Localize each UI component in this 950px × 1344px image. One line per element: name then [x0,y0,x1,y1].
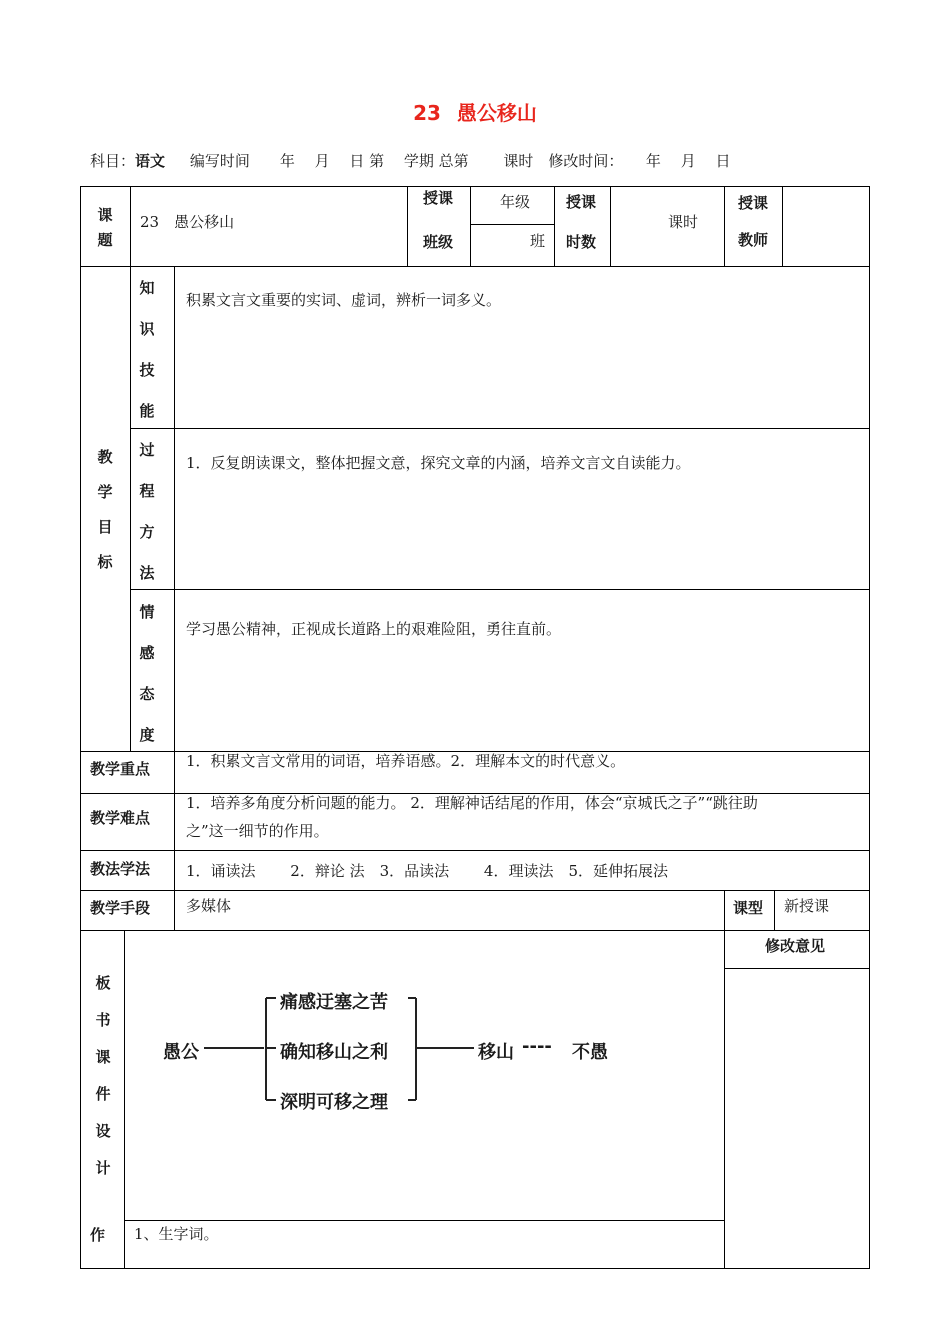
col-divider [724,890,725,930]
key-points-label: 教学重点 [90,760,151,778]
subject-label: 科目： [90,152,136,170]
col-divider [130,186,131,266]
col-divider [554,186,555,266]
board-branch-3: 深明可移之理 [280,1092,388,1113]
lesson-type-value: 新授课 [784,897,830,915]
topic-label: 课 题 [97,206,113,249]
board-left: 愚公 [163,1042,199,1063]
col-divider [610,186,611,266]
title-text: 愚公移山 [456,101,537,125]
goals-label: 教 学 目 标 [97,448,113,571]
col-divider [724,186,725,266]
process-text: 1．反复朗读课文，整体把握文意，探究文章的内涵，培养文言文自读能力。 [186,454,691,472]
means-value: 多媒体 [186,897,232,915]
knowledge-label: 知 识 技 能 [139,279,155,420]
class-label-1: 授课 [423,189,454,207]
col-divider [407,186,408,266]
difficulties-label: 教学难点 [90,809,151,827]
board-connectors [124,930,724,1220]
lesson-type-label: 课型 [733,899,764,917]
row-divider [130,428,870,429]
col-divider [782,186,783,266]
difficulties-text-1: 1．培养多角度分析问题的能力。 2．理解神话结尾的作用，体会“京城氏之子”“跳往助 [186,794,758,812]
col-divider [774,890,775,930]
difficulties-text-2: 之”这一细节的作用。 [186,822,329,840]
key-points-text: 1．积累文言文常用的词语，培养语感。2．理解本文的时代意义。 [186,752,626,770]
row-divider [470,224,554,225]
row-divider [80,266,870,267]
homework-label: 作 [90,1226,106,1244]
teacher-label-1: 授课 [738,194,769,212]
teacher-label-2: 教师 [738,231,769,249]
methods-label: 教法学法 [90,860,151,878]
table-border-left [80,186,81,1269]
board-result: 移山 [478,1042,514,1063]
grade-cell: 年级 [500,193,531,211]
board-branch-2: 确知移山之利 [280,1042,388,1063]
title-number: 23 [413,101,441,125]
subject-value: 语文 [135,152,166,170]
topic-value: 23 愚公移山 [140,213,235,231]
methods-text: 1．诵读法 2．辩论 法 3．品读法 4．理读法 5．延伸拓展法 [186,862,669,880]
row-divider [80,850,870,851]
board-branch-1: 痛感迂塞之苦 [280,992,388,1013]
revision-label: 修改意见 [765,937,826,955]
means-label: 教学手段 [90,899,151,917]
col-divider [724,930,725,1268]
col-divider [130,266,131,751]
row-divider [80,890,870,891]
process-label: 过 程 方 法 [139,441,155,582]
hours-value: 课时 [668,213,699,231]
meta-line [90,150,730,171]
col-divider [470,186,471,266]
page-title [0,97,950,126]
row-divider [724,968,870,969]
hours-label-1: 授课 [566,193,597,211]
table-border-right [869,186,870,1269]
hours-label-2: 时数 [566,233,597,251]
board-dash: ---- [522,1036,552,1057]
col-divider [174,266,175,751]
emotion-label: 情 感 态 度 [139,603,155,744]
col-divider [174,751,175,930]
homework-text: 1、生字词。 [134,1225,219,1243]
board-conclusion: 不愚 [572,1042,608,1063]
row-divider [130,589,870,590]
board-label: 板 书 课 件 设 计 [95,974,111,1177]
meta-rest: 编写时间 年 月 日 第 学期 总第 课时 修改时间： 年 月 日 [189,152,731,170]
class-label-2: 班级 [423,233,454,251]
ban-cell: 班 [530,232,546,250]
emotion-text: 学习愚公精神，正视成长道路上的艰难险阻，勇往直前。 [186,620,562,638]
table-border-top [80,186,870,187]
knowledge-text: 积累文言文重要的实词、虚词，辨析一词多义。 [186,291,502,309]
table-border-bottom [80,1268,870,1269]
